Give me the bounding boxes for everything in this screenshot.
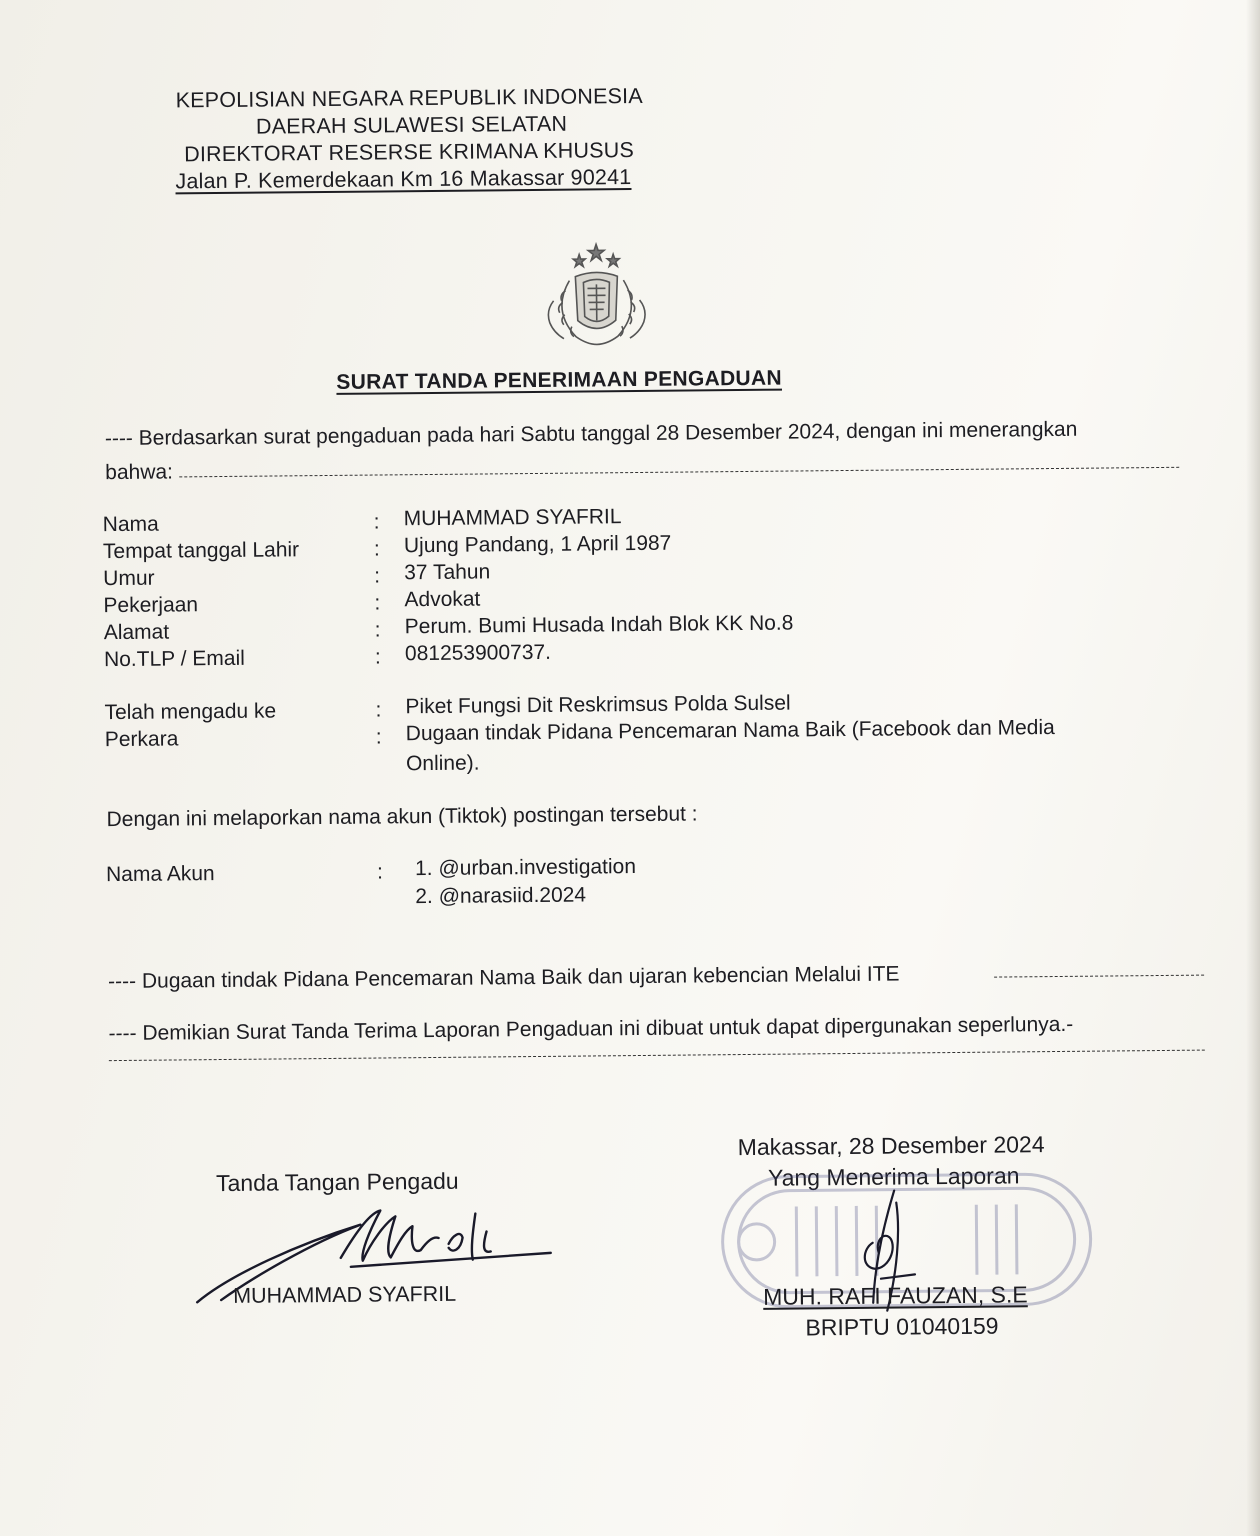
receiver-rank: BRIPTU 01040159	[805, 1312, 999, 1341]
header-region: DAERAH SULAWESI SELATAN	[255, 111, 568, 139]
field-colon: :	[373, 510, 380, 534]
field-value-age: 37 Tahun	[404, 560, 491, 585]
complaint-case-value-cont: Online).	[405, 751, 480, 776]
account-item: 2. @narasiid.2024	[415, 883, 587, 909]
field-colon: :	[374, 645, 381, 669]
field-colon: :	[374, 618, 381, 642]
field-colon: :	[373, 537, 380, 561]
field-label: Pekerjaan	[103, 593, 199, 618]
complaint-case-label: Perkara	[104, 727, 179, 752]
field-colon: :	[375, 698, 382, 722]
header-directorate: DIREKTORAT RESERSE KRIMANA KHUSUS	[184, 138, 635, 167]
field-colon: :	[376, 860, 384, 884]
complainant-signature-caption: Tanda Tangan Pengadu	[215, 1167, 459, 1197]
statement-dash-fill	[994, 975, 1204, 978]
field-value-birth: Ujung Pandang, 1 April 1987	[403, 531, 672, 558]
intro-dash-fill	[179, 467, 1179, 478]
document-title: SURAT TANDA PENERIMAAN PENGADUAN	[336, 366, 782, 394]
statement-closing: ---- Demikian Surat Tanda Terima Laporan Pengaduan ini dibuat untuk dapat dipergunakan seperlunya.-	[108, 1012, 1074, 1046]
field-value-address: Perum. Bumi Husada Indah Blok KK No.8	[404, 611, 794, 639]
report-intro: Dengan ini melaporkan nama akun (Tiktok) postingan tersebut :	[106, 802, 698, 832]
closing-dash-fill	[109, 1050, 1205, 1062]
complainant-name: MUHAMMAD SYAFRIL	[233, 1281, 457, 1308]
complaint-case-value: Dugaan tindak Pidana Pencemaran Nama Baik (Facebook dan Media	[405, 716, 1055, 746]
field-colon: :	[375, 725, 382, 749]
intro-line-2: bahwa:	[105, 460, 174, 485]
field-value-contact: 081253900737.	[404, 640, 552, 666]
field-colon: :	[374, 591, 381, 615]
account-item: 1. @urban.investigation	[414, 855, 637, 881]
field-value-occupation: Advokat	[404, 587, 481, 612]
police-emblem-icon	[531, 240, 662, 356]
field-label: No.TLP / Email	[103, 646, 245, 672]
accounts-label: Nama Akun	[105, 862, 215, 887]
field-label: Alamat	[103, 620, 170, 645]
field-label: Tempat tanggal Lahir	[102, 538, 300, 564]
field-label: Nama	[102, 512, 159, 537]
header-address: Jalan P. Kemerdekaan Km 16 Makassar 90241	[175, 165, 632, 194]
place-date: Makassar, 28 Desember 2024	[737, 1131, 1045, 1161]
complaint-to-label: Telah mengadu ke	[104, 699, 277, 725]
field-colon: :	[374, 564, 381, 588]
field-value-name: MUHAMMAD SYAFRIL	[403, 505, 622, 531]
complaint-to-value: Piket Fungsi Dit Reskrimsus Polda Sulsel	[405, 691, 791, 719]
receiver-name: MUH. RAFI FAUZAN, S.E	[763, 1281, 1028, 1310]
field-label: Umur	[103, 566, 155, 591]
header-institution: KEPOLISIAN NEGARA REPUBLIK INDONESIA	[175, 83, 643, 113]
receiver-signature-caption: Yang Menerima Laporan	[767, 1162, 1020, 1191]
statement-offense: ---- Dugaan tindak Pidana Pencemaran Nama Baik dan ujaran kebencian Melalui ITE	[107, 962, 900, 994]
paper-edge-shadow	[1246, 0, 1260, 1536]
intro-line-1: ---- Berdasarkan surat pengaduan pada hari Sabtu tanggal 28 Desember 2024, dengan ini menerangkan	[104, 417, 1078, 451]
